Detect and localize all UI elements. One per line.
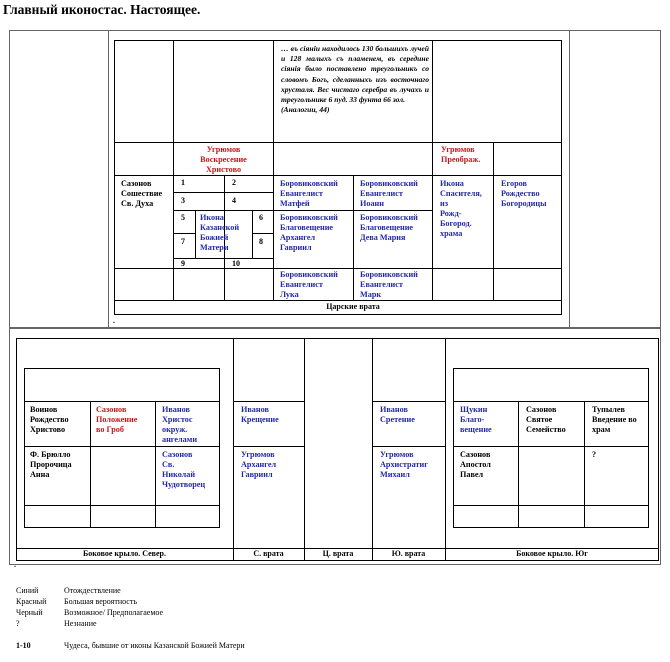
legend-key: ? [16, 619, 20, 628]
miracle-number: 6 [259, 213, 263, 222]
bryullo-anna: Ф. Брюлло Пророчица Анна [30, 450, 72, 479]
borovikovsky-luke: Боровиковский Евангелист Лука [280, 270, 338, 299]
legend-key: Синий [16, 586, 39, 595]
ivanov-christ-angels: Иванов Христос окруж. ангелами [162, 405, 198, 444]
sazonov-entombment: Сазонов Положение во Гроб [96, 405, 138, 434]
egorov-nativity: Егоров Рождество Богородицы [501, 179, 547, 208]
miracle-number: 3 [181, 196, 185, 205]
page-title: Главный иконостас. Настоящее. [3, 2, 201, 17]
south-gate-label: Ю. врата [391, 549, 426, 558]
tupylev-presentation: Тупылев Введение во храм [592, 405, 637, 434]
borovikovsky-mark: Боровиковский Евангелист Марк [360, 270, 418, 299]
legend-key: Красный [16, 597, 47, 606]
unknown-mark: ? [592, 450, 597, 459]
miracle-number: 8 [259, 237, 263, 246]
sazonov-apostle-paul: Сазонов Апостол Павел [460, 450, 491, 479]
borovikovsky-gabriel: Боровиковский Благовещение Архангел Гавриил [280, 213, 338, 252]
voinov-nativity: Воинов Рождество Христово [30, 405, 69, 434]
miracle-number: 4 [232, 196, 236, 205]
miracle-number: 1 [181, 178, 185, 187]
divider-line [108, 30, 109, 328]
north-gate-label: С. врата [253, 549, 284, 558]
north-wing-table [24, 368, 220, 528]
legend-key: 1-10 [16, 641, 31, 650]
ugryumov-gabriel: Угрюмов Архангел Гавриил [241, 450, 277, 479]
legend-key: Черный [16, 608, 43, 617]
legend-value: Чудеса, бывшие от иконы Казанской Божией Матери [64, 641, 245, 650]
royal-doors-label: Царские врата [326, 302, 380, 311]
miracle-number: 9 [181, 259, 185, 268]
miracle-number: 2 [232, 178, 236, 187]
sazonov-nicholas: Сазонов Св. Николай Чудотворец [162, 450, 206, 489]
legend-value: Большая вероятность [64, 597, 137, 606]
sazonov-descent: Сазонов Сошествие Св. Духа [121, 179, 163, 208]
kazan-icon: Икона Казанской Божией Матери [200, 213, 240, 252]
silver-rays-note: … въ сіяніи находилось 130 большихъ лучей и 128 малыхъ съ пламенем, въ середине сіянія было поставлено треугольникъ со словомъ Богъ, сделанныхъ изъ восточнаго хрусталя. Вес чистаго серебра въ лучахъ и треугольнике 6 пуд. 33 фунта 66 зол. (Аналогии, 44) [281, 44, 429, 115]
divider-line [569, 30, 570, 328]
shchukin-annunciation: Щукин Благо- вещение [460, 405, 492, 434]
miracle-number: 5 [181, 213, 185, 222]
ugryumov-resurrection: Угрюмов Воскресение Христово [200, 145, 247, 174]
south-wing-table [453, 368, 649, 528]
borovikovsky-mary: Боровиковский Благовещение Дева Мария [360, 213, 418, 242]
south-wing-label: Боковое крыло. Юг [516, 549, 588, 558]
icon-saviour: Икона Спасителя, из Рожд- Богород. храма [440, 179, 482, 238]
borovikovsky-matthew: Боровиковский Евангелист Матфей [280, 179, 338, 208]
ugryumov-transfiguration: Угрюмов Преображ. [441, 145, 481, 164]
north-wing-label: Боковое крыло. Север. [83, 549, 166, 558]
legend-value: Незнание [64, 619, 97, 628]
miracle-number: 7 [181, 237, 185, 246]
legend-value: Отождествление [64, 586, 121, 595]
borovikovsky-john: Боровиковский Евангелист Иоанн [360, 179, 418, 208]
ivanov-baptism: Иванов Крещение [241, 405, 279, 424]
miracle-number: 10 [232, 259, 240, 268]
legend-value: Возможное/ Предполагаемое [64, 608, 164, 617]
ivanov-meeting: Иванов Сретение [380, 405, 415, 424]
dot-marker: . [113, 316, 115, 325]
ugryumov-michael: Угрюмов Архистратиг Михаил [380, 450, 428, 479]
sazonov-holy-family: Сазонов Святое Семейство [526, 405, 566, 434]
dot-marker: . [14, 560, 16, 569]
central-gate-label: Ц. врата [322, 549, 354, 558]
